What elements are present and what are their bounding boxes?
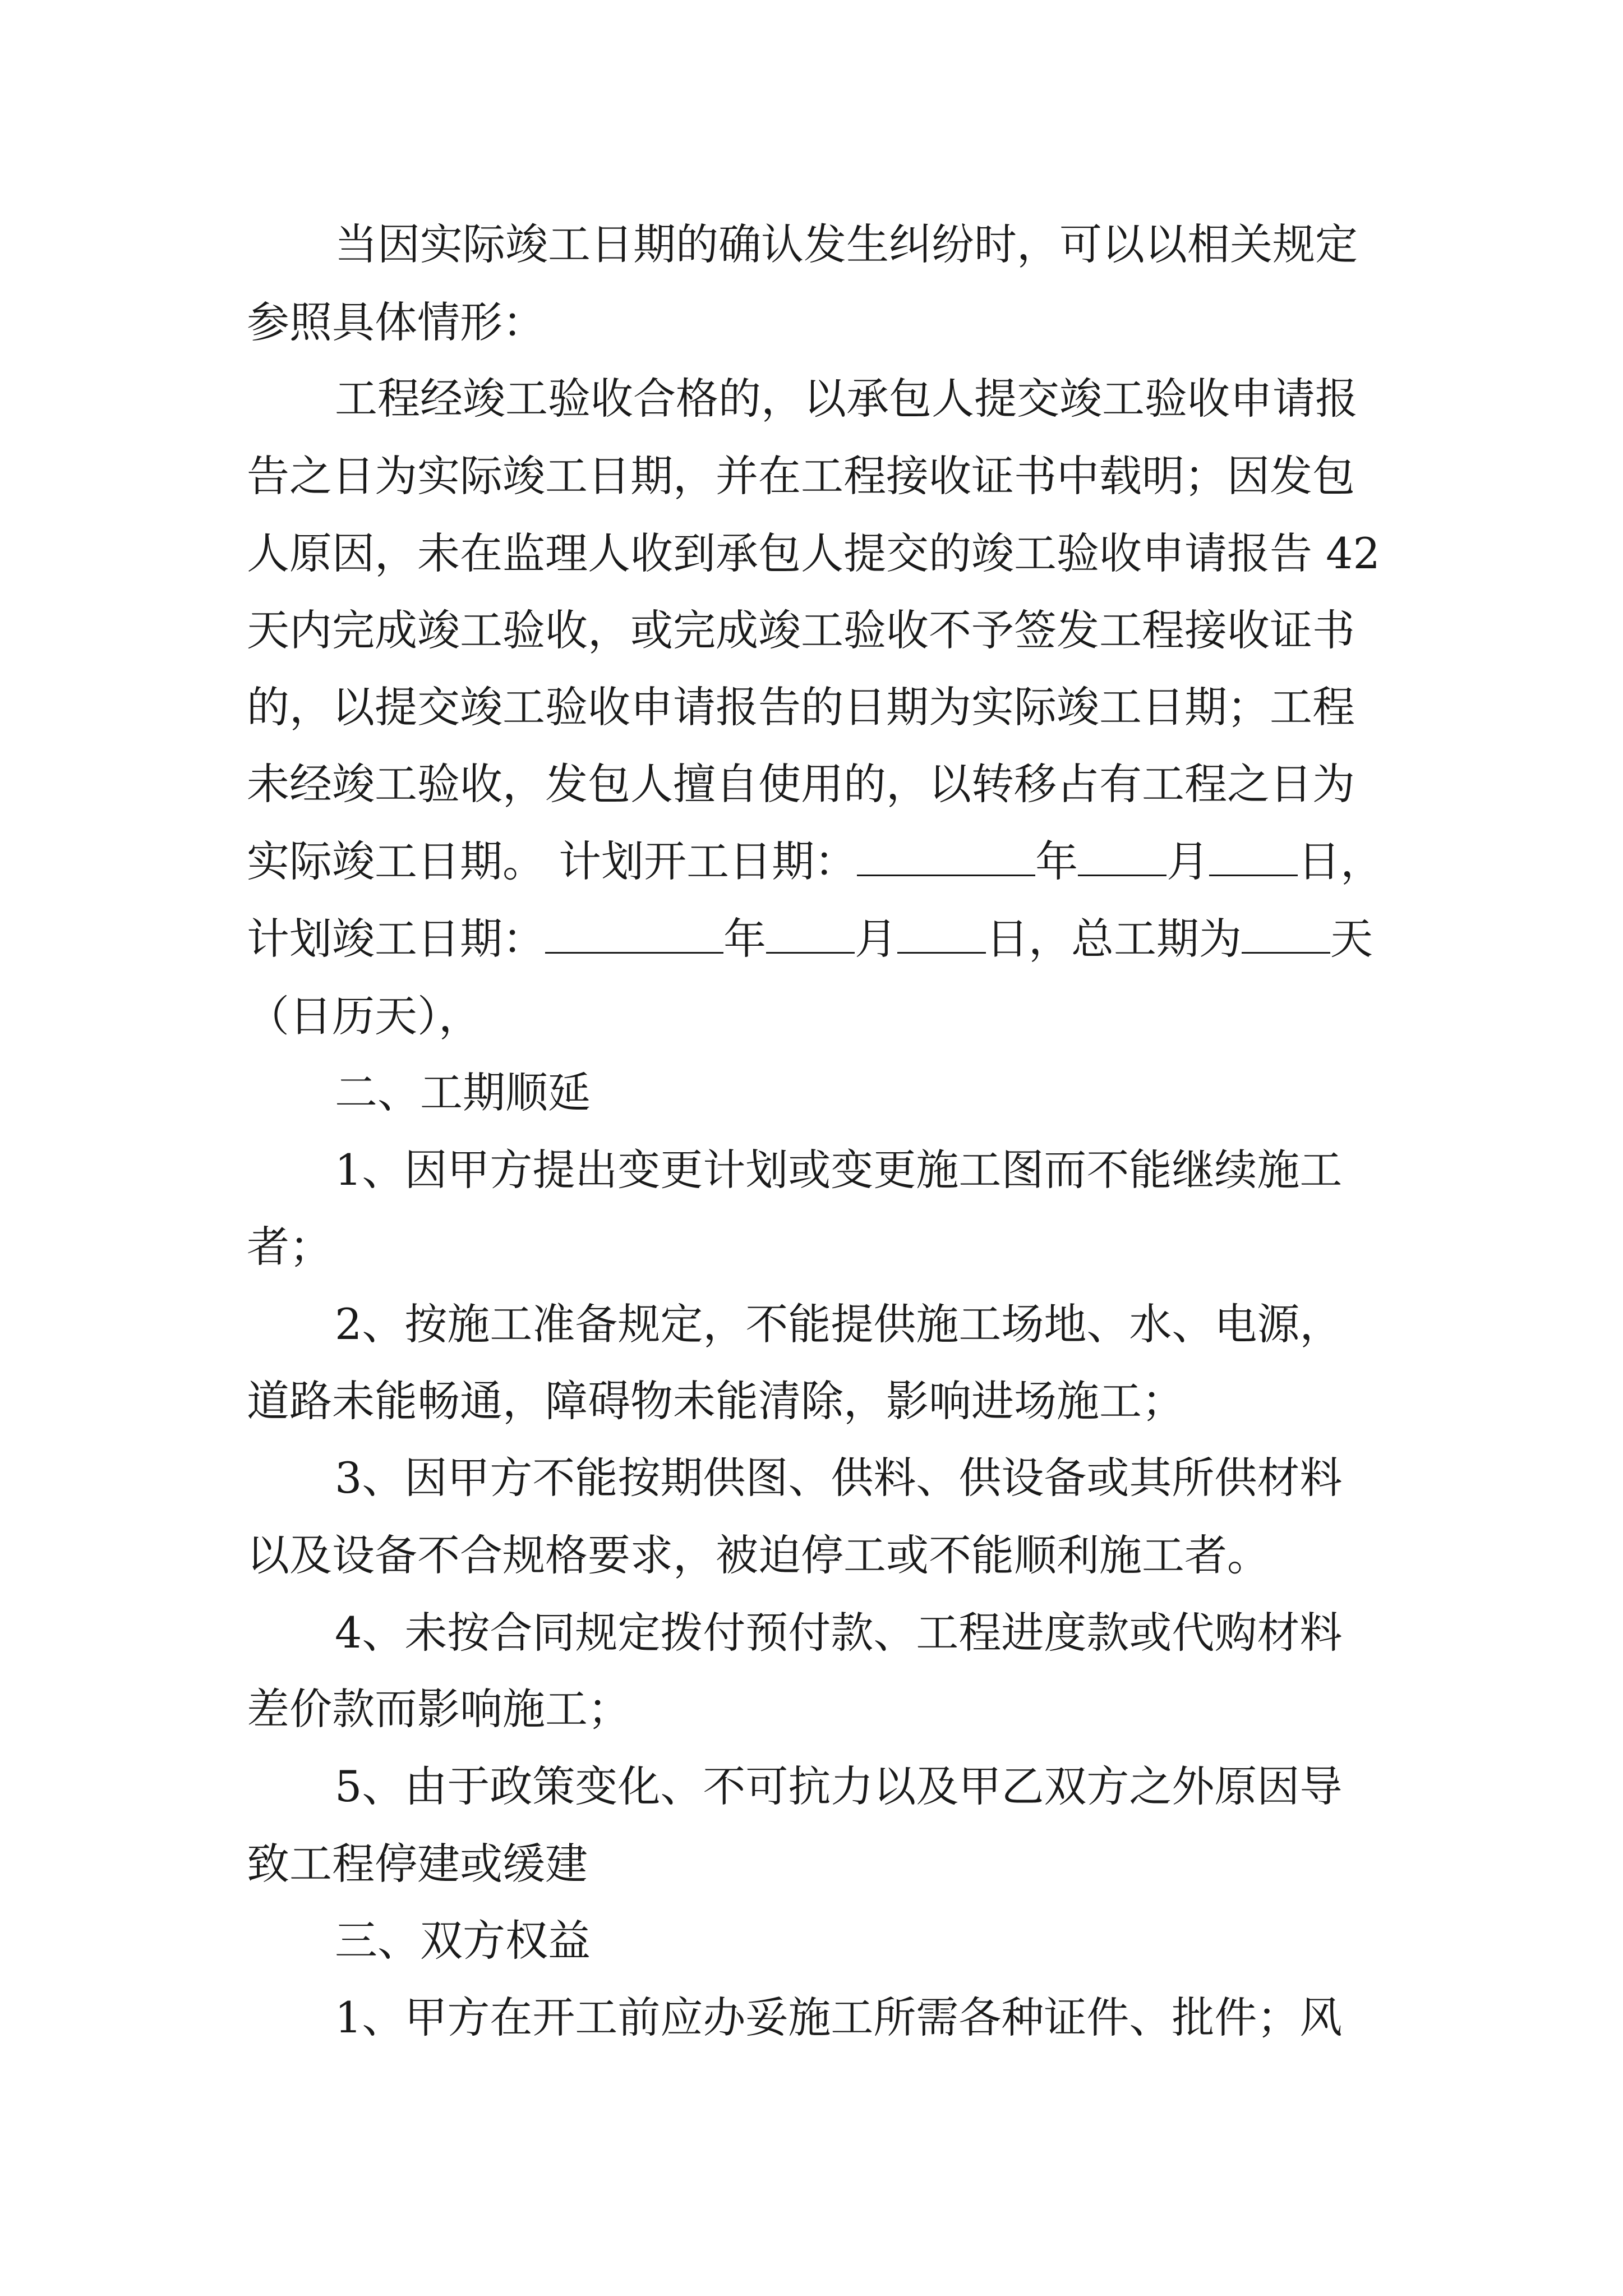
paragraph-line bbox=[0, 1282, 1623, 1366]
paragraph-line bbox=[0, 742, 1623, 826]
paragraph-line bbox=[0, 434, 1623, 518]
section-heading bbox=[0, 1899, 1623, 1983]
line-text: 1、因甲方提出变更计划或变更施工图而不能继续施工 bbox=[335, 1145, 1343, 1195]
line-text: 道路未能畅通，障碍物未能清除，影响进场施工； bbox=[247, 1376, 1184, 1426]
line-text: （日历天）， bbox=[247, 991, 481, 1041]
planned-end-label: 计划竣工日期： bbox=[247, 914, 545, 964]
start-month-blank bbox=[1078, 823, 1166, 876]
start-year-blank bbox=[857, 823, 1035, 876]
line-text: 未经竣工验收，发包人擅自使用的，以转移占有工程之日为 bbox=[247, 759, 1355, 809]
planned-end-text bbox=[247, 897, 1373, 981]
line-text: 以及设备不合规格要求，被迫停工或不能顺利施工者。 bbox=[247, 1530, 1270, 1580]
line-text: 者； bbox=[247, 1222, 332, 1272]
line-text: 参照具体情形： bbox=[247, 297, 545, 347]
paragraph-line bbox=[0, 280, 1623, 365]
section-heading bbox=[0, 1051, 1623, 1135]
duration-unit-label: 天 bbox=[1330, 914, 1373, 964]
line-text: 5、由于政策变化、不可抗力以及甲乙双方之外原因导 bbox=[335, 1761, 1343, 1811]
line-text: 告之日为实际竣工日期，并在工程接收证书中载明；因发包 bbox=[247, 451, 1355, 501]
paragraph-line bbox=[0, 1359, 1623, 1443]
paragraph-line bbox=[0, 1205, 1623, 1289]
line-text: 人原因，未在监理人收到承包人提交的竣工验收申请报告 42 bbox=[247, 528, 1380, 578]
paragraph-line bbox=[0, 1667, 1623, 1751]
paragraph-line bbox=[0, 512, 1623, 596]
paragraph-line bbox=[0, 1591, 1623, 1675]
section-heading-text: 三、双方权益 bbox=[335, 1916, 591, 1966]
planned-end-line bbox=[0, 897, 1623, 981]
line-text: 天内完成竣工验收，或完成竣工验收不予签发工程接收证书 bbox=[247, 605, 1355, 655]
planned-start-label: 实际竣工日期。 计划开工日期： bbox=[247, 836, 857, 886]
paragraph-line bbox=[0, 1745, 1623, 1829]
line-text: 的，以提交竣工验收申请报告的日期为实际竣工日期；工程 bbox=[247, 682, 1355, 732]
planned-start-text bbox=[247, 820, 1383, 904]
line-text: 2、按施工准备规定，不能提供施工场地、水、电源， bbox=[335, 1299, 1343, 1349]
paragraph-line bbox=[0, 1513, 1623, 1598]
line-text: 工程经竣工验收合格的，以承包人提交竣工验收申请报 bbox=[335, 374, 1358, 424]
line-text: 当因实际竣工日期的确认发生纠纷时，可以以相关规定 bbox=[335, 219, 1358, 269]
duration-blank bbox=[1242, 900, 1330, 954]
paragraph-line bbox=[0, 665, 1623, 749]
line-text: 致工程停建或缓建 bbox=[247, 1839, 588, 1889]
paragraph-line bbox=[0, 203, 1623, 287]
line-text: 1、甲方在开工前应办妥施工所需各种证件、批件；风 bbox=[335, 1993, 1343, 2042]
end-year-label: 年 bbox=[723, 914, 766, 964]
paragraph-line bbox=[0, 357, 1623, 441]
end-month-label: 月 bbox=[855, 914, 897, 964]
start-month-label: 月 bbox=[1166, 836, 1210, 886]
start-year-label: 年 bbox=[1035, 836, 1078, 886]
paragraph-line bbox=[0, 1822, 1623, 1906]
paragraph-line bbox=[0, 974, 1623, 1059]
line-text: 3、因甲方不能按期供图、供料、供设备或其所供材料 bbox=[335, 1453, 1343, 1503]
line-text: 4、未按合同规定拨付预付款、工程进度款或代购材料 bbox=[335, 1608, 1343, 1658]
paragraph-line bbox=[0, 588, 1623, 673]
paragraph-line bbox=[0, 1128, 1623, 1212]
section-heading-text: 二、工期顺延 bbox=[335, 1068, 591, 1117]
paragraph-line bbox=[0, 1436, 1623, 1520]
line-text: 差价款而影响施工； bbox=[247, 1684, 630, 1734]
end-month-blank bbox=[766, 900, 855, 954]
paragraph-line bbox=[0, 1976, 1623, 2060]
end-year-blank bbox=[545, 900, 723, 954]
end-day-blank bbox=[897, 900, 986, 954]
end-day-label: 日，总工期为 bbox=[986, 914, 1242, 964]
start-day-label: 日， bbox=[1298, 836, 1384, 886]
start-day-blank bbox=[1209, 823, 1298, 876]
planned-start-line bbox=[0, 820, 1623, 904]
